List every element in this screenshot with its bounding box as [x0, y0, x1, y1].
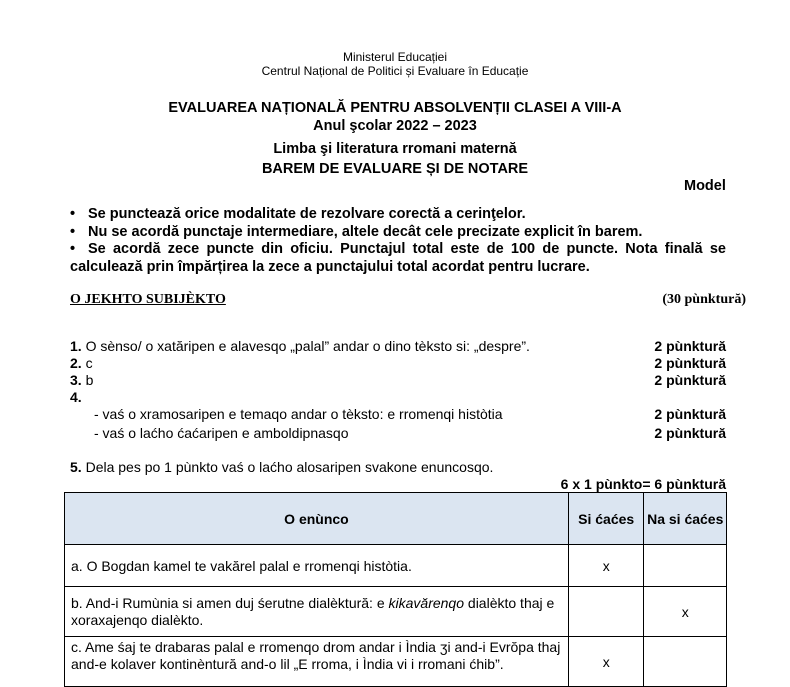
subject-title: Limba şi literatura rromani maternă: [273, 141, 517, 157]
item-4-sub-1-points: 2 pùnktură: [654, 406, 726, 422]
statement-cell: [65, 587, 569, 637]
header-ministry: Ministerul Educației: [342, 50, 448, 64]
table-row: [65, 637, 727, 687]
exam-title: EVALUAREA NAȚIONALĂ PENTRU ABSOLVENȚII CLASEI A VIII-A: [168, 100, 622, 116]
true-mark: x: [568, 637, 644, 687]
section-title: O JEKHTO SUBIJÈKTO: [70, 292, 226, 307]
section-heading: [70, 292, 746, 308]
barem-title: BAREM DE EVALUARE ȘI DE NOTARE: [261, 161, 529, 177]
item-text: b: [81, 372, 94, 388]
bullet-dot-icon: •: [70, 206, 76, 222]
item-4-sub-2-points: 2 pùnktură: [654, 425, 726, 441]
bullet-dot-icon: •: [70, 224, 76, 240]
false-mark: [644, 637, 727, 687]
item-number: 4.: [70, 389, 82, 405]
col-header-false: Na si ćaćes: [644, 493, 727, 545]
item-5: [70, 459, 493, 475]
item-1-points: 2 pùnktură: [654, 338, 726, 354]
bullet-3: [70, 241, 726, 276]
item-text: Dela pes po 1 pùnkto vaś o laćho alosaripen svakone enuncosqo.: [81, 459, 494, 475]
item-number: 2.: [70, 355, 82, 371]
bullet-2: [70, 224, 730, 242]
evaluation-table: [64, 492, 727, 687]
item-number: 1.: [70, 338, 82, 354]
item-2-points: 2 pùnktură: [654, 355, 726, 371]
false-mark: [644, 545, 727, 587]
item-4: [70, 389, 82, 405]
item-5-points: 6 x 1 pùnkto= 6 pùnktură: [560, 476, 726, 492]
true-mark: x: [568, 545, 644, 587]
bullet-1-text: Se punctează orice modalitate de rezolvare corectă a cerinţelor.: [88, 206, 526, 222]
bullet-dot-icon: •: [70, 241, 76, 257]
bullet-1: [70, 206, 730, 224]
true-mark: [568, 587, 644, 637]
table-row: [65, 545, 727, 587]
col-header-statement: O enùnco: [65, 493, 569, 545]
col-header-true: Si ćaćes: [568, 493, 644, 545]
item-text: c: [81, 355, 93, 371]
statement-cell: c. Ame śaj te drabaras palal e rromenqo drom andar i Ìndia ʒi and-i Evrŏpa thaj and-e kolaver kontinèntură and-o lil „E rroma, i Ìndia vi i rromani ćhib”.: [65, 637, 569, 687]
item-3-points: 2 pùnktură: [654, 372, 726, 388]
table-row: [65, 587, 727, 637]
item-text: O sènso/ o xatăripen e alavesqo „palal” andar o dino tèksto si: „despre”.: [81, 338, 530, 354]
section-points: (30 pùnktură): [662, 292, 746, 307]
statement-cell: a. O Bogdan kamel te vakărel palal e rromenqi històtia.: [65, 545, 569, 587]
item-1: [70, 338, 530, 354]
header-center: Centrul Național de Politici și Evaluare în Educație: [261, 64, 529, 78]
statement-text: b. And-i Rumùnia si amen duj śerutne dialèktură: e kikavărenqo dialèkto thaj e xoraxajenqo dialèkto.: [71, 594, 555, 628]
item-4-sub-2: - vaś o laćho ćaćaripen e amboldipnasqo: [94, 425, 349, 441]
item-2: [70, 355, 93, 371]
model-label: Model: [684, 178, 726, 194]
false-mark: x: [644, 587, 727, 637]
item-number: 3.: [70, 372, 82, 388]
bullet-2-text: Nu se acordă punctaje intermediare, altele decât cele precizate explicit în barem.: [88, 224, 643, 240]
table-header-row: [65, 493, 727, 545]
item-4-sub-1: - vaś o xramosaripen e temaqo andar o tèksto: e rromenqi històtia: [94, 406, 503, 422]
item-number: 5.: [70, 459, 82, 475]
item-3: [70, 372, 93, 388]
bullet-3-text: Se acordă zece puncte din oficiu. Punctajul total este de 100 de puncte. Nota finală se calculează prin împărțirea la zece a punctajului total acordat pentru lucrare.: [70, 241, 726, 275]
school-year: Anul şcolar 2022 – 2023: [313, 118, 477, 134]
